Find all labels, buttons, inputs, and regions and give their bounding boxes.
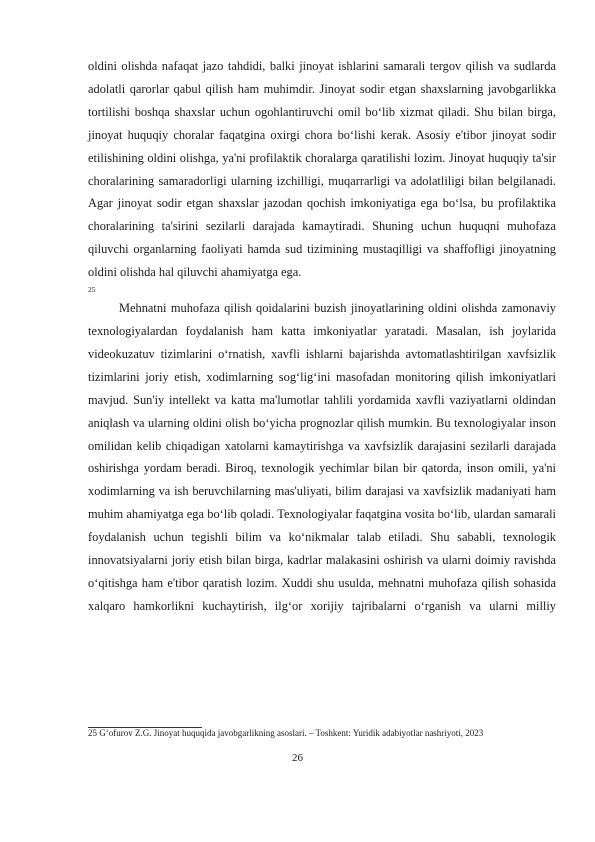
page-body xyxy=(88,55,556,618)
footnote-reference: 25 xyxy=(88,285,96,295)
paragraph-1: oldini olishda nafaqat jazo tahdidi, balki jinoyat ishlarini samarali tergov qilish va sudlarda adolatli qarorlar qabul qilish ham muhimdir. Jinoyat sodir etgan shaxslarning javobgarlikka tortilishi boshqa shaxslar uchun ogohlantiruvchi omil boʻlib xizmat qiladi. Shu bilan birga, jinoyat huquqiy choralar faqatgina oxirgi chora boʻlishi kerak. Asosiy e'tibor jinoyat sodir etilishining oldini olishga, ya'ni profilaktik choralarga qaratilishi lozim. Jinoyat huquqiy ta'sir choralarining samaradorligi ularning izchilligi, muqarrarligi va adolatliligi bilan belgilanadi. Agar jinoyat sodir etgan shaxslar jazodan qochish imkoniyatiga ega boʻlsa, bu profilaktika choralarining ta'sirini sezilarli darajada kamaytiradi. Shuning uchun huquqni muhofaza qiluvchi organlarning faoliyati hamda sud tizimining mustaqilligi va shaffofligi jinoyatning oldini olishda hal qiluvchi ahamiyatga ega. xyxy=(88,59,556,280)
footnote-text: 25 Gʻofurov Z.G. Jinoyat huquqida javobgarlikning asoslari. – Toshkent: Yuridik adabiyotlar nashriyoti, 2023 xyxy=(88,728,484,738)
paragraph-2: Mehnatni muhofaza qilish qoidalarini buzish jinoyatlarining oldini olishda zamonaviy texnologiyalardan foydalanish ham katta imkoniyatlar yaratadi. Masalan, ish joylarida videokuzatuv tizimlarini oʻrnatish, xavfli ishlarni bajarishda avtomatlashtirilgan xavfsizlik tizimlarini joriy etish, xodimlarning sogʻligʻini masofadan monitoring qilish imkoniyatlari mavjud. Sun'iy intellekt va katta ma'lumotlar tahlili yordamida xavfli vaziyatlarni oldindan aniqlash va ularning oldini olish boʻyicha prognozlar qilish mumkin. Bu texnologiyalar inson omilidan kelib chiqadigan xatolarni kamaytirishga va xavfsizlik darajasini sezilarli darajada oshirishga yordam beradi. Biroq, texnologik yechimlar bilan bir qatorda, inson omili, ya'ni xodimlarning va ish beruvchilarning mas'uliyati, bilim darajasi va xavfsizlik madaniyati ham muhim ahamiyatga ega boʻlib qoladi. Texnologiyalar faqatgina vosita boʻlib, ulardan samarali foydalanish uchun tegishli bilim va koʻnikmalar talab etiladi. Shu sababli, texnologik innovatsiyalarni joriy etish bilan birga, kadrlar malakasini oshirish va ularni doimiy ravishda oʻqitishga ham e'tibor qaratish lozim. Xuddi shu usulda, mehnatni muhofaza qilish sohasida xalqaro hamkorlikni kuchaytirish, ilgʻor xorijiy tajribalarni oʻrganish va ularni milliy xyxy=(88,301,556,613)
page-number: 26 xyxy=(292,752,303,764)
